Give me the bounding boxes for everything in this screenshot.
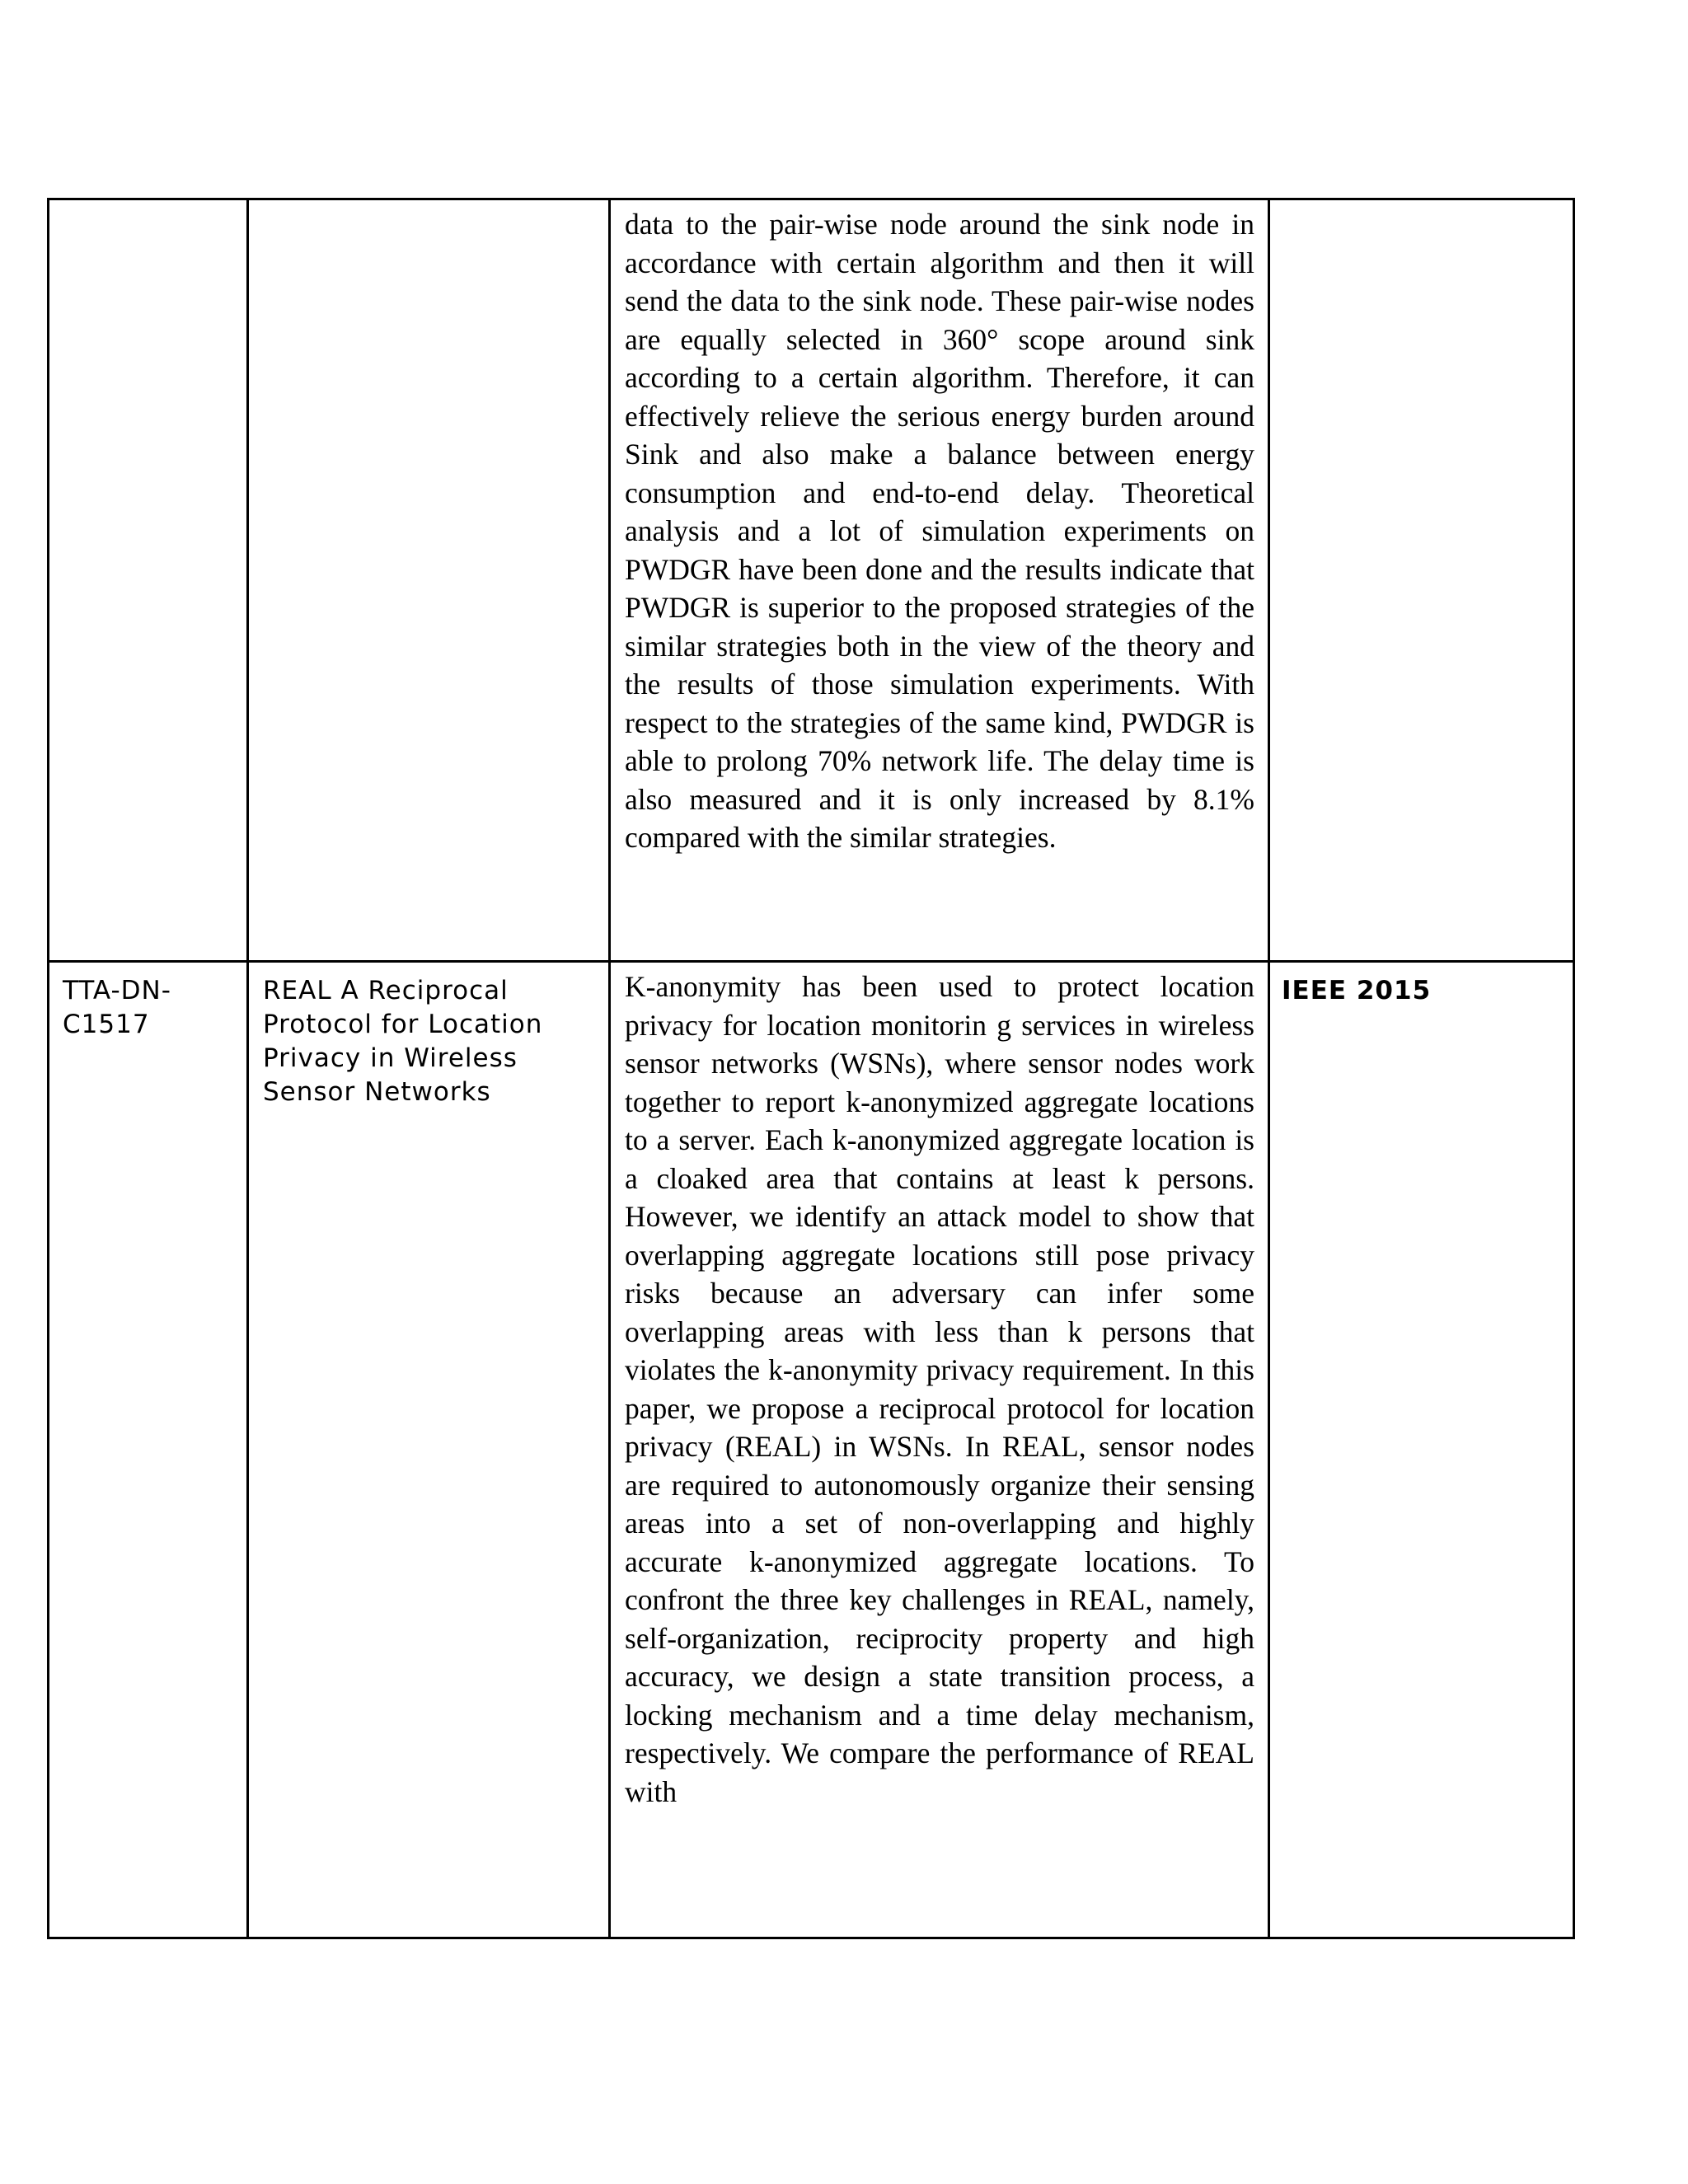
project-year: IEEE 2015 (1282, 976, 1432, 1005)
project-abstract: K-anonymity has been used to protect location privacy for location monitorin g services in wireless sensor networks (WSNs), where sensor nodes work together to report k-anonymized aggregate locations to a server. Each k-anonymized aggregate location is a cloaked area that contains at least k persons. However, we identify an attack model to show that overlapping aggregate locations still pose privacy risks because an adversary can infer some overlapping areas with less than k persons that violates the k-anonymity privacy requirement. In this paper, we propose a reciprocal protocol for location privacy (REAL) in WSNs. In REAL, sensor nodes are required to autonomously organize their sensing areas into a set of non-overlapping and highly accurate k-anonymized aggregate locations. To confront the three key challenges in REAL, namely, self-organization, reciprocity property and high accuracy, we design a state transition process, a locking mechanism and a time delay mechanism, respectively. We compare the performance of REAL with (625, 970, 1254, 1808)
table-row (49, 199, 1574, 962)
project-code-cell (49, 199, 248, 962)
project-year-cell (1269, 199, 1574, 962)
project-title (249, 200, 608, 212)
project-abstract-cell (610, 199, 1269, 962)
project-title-cell (248, 962, 610, 1938)
table-row (49, 962, 1574, 1938)
project-year-cell (1269, 962, 1574, 1938)
project-title-cell (248, 199, 610, 962)
project-code-cell (49, 962, 248, 1938)
project-title: REAL A Reciprocal Protocol for Location Privacy in Wireless Sensor Networks (263, 976, 543, 1107)
project-year (1270, 200, 1573, 212)
project-code (49, 200, 246, 212)
project-abstract: data to the pair-wise node around the sink node in accordance with certain algorithm and then it will send the data to the sink node. These pair-wise nodes are equally selected in 360° scope around sink according to a certain algorithm. Therefore, it can effectively relieve the serious energy burden around Sink and also make a balance between energy consumption and end-to-end delay. Theoretical analysis and a lot of simulation experiments on PWDGR have been done and the results indicate that PWDGR is superior to the proposed strategies of the similar strategies both in the view of the theory and the results of those simulation experiments. With respect to the strategies of the same kind, PWDGR is able to prolong 70% network life. The delay time is also measured and it is only increased by 8.1% compared with the similar strategies. (625, 208, 1254, 854)
project-table (47, 198, 1575, 1939)
project-abstract-cell (610, 962, 1269, 1938)
project-code: TTA-DN-C1517 (63, 976, 171, 1039)
